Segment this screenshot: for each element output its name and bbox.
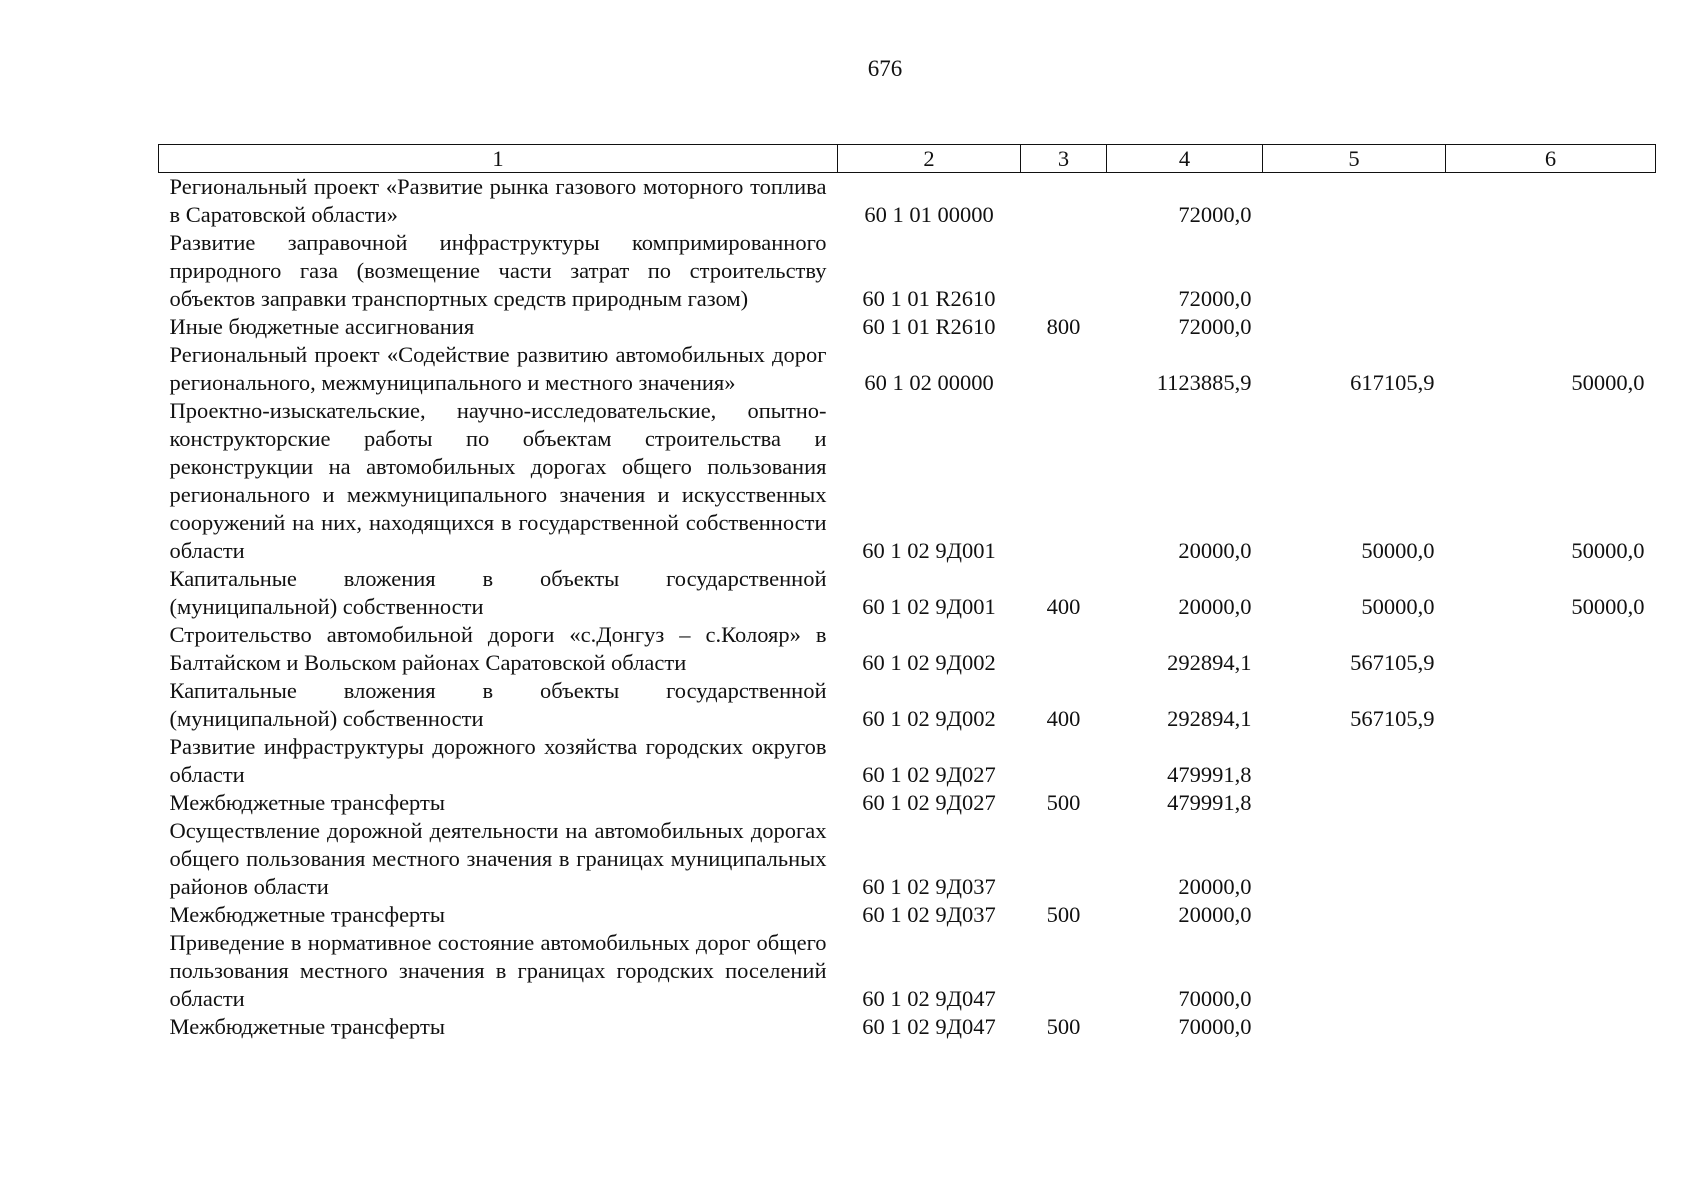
column-header-4: 4 [1107,145,1263,173]
row-code: 60 1 01 R2610 [862,314,996,339]
row-value-4: 20000,0 [1178,594,1252,619]
row-kind: 800 [1046,314,1081,339]
row-value-4: 72000,0 [1178,314,1252,339]
row-code: 60 1 02 00000 [864,370,994,395]
row-value-5: 50000,0 [1361,594,1435,619]
table-header [159,145,1656,173]
table-row [159,817,1656,901]
row-name: Осуществление дорожной деятельности на автомобильных дорогах общего пользования местного значения в границах муниципальных районов области [169,818,827,899]
page-number: 676 [867,56,903,81]
column-header-5: 5 [1263,145,1446,173]
row-name: Проектно-изыскательские, научно-исследовательские, опытно-конструкторские работы по объектам строительства и реконструкции на автомобильных дорогах общего пользования регионального и межмуниципального значения и искусственных сооружений на них, находящихся в государственной собственности области [169,398,827,563]
row-kind [1021,229,1107,313]
table-row [159,677,1656,733]
row-value-6 [1446,621,1656,677]
row-kind: 500 [1046,790,1081,815]
row-code: 60 1 02 9Д001 [862,538,996,563]
row-name: Региональный проект «Развитие рынка газового моторного топлива в Саратовской области» [169,174,827,227]
row-value-5 [1263,1013,1446,1041]
table-row [159,229,1656,313]
row-code: 60 1 02 9Д027 [862,762,996,787]
row-value-5 [1263,817,1446,901]
row-value-6 [1446,733,1656,789]
row-value-4: 479991,8 [1167,762,1252,787]
row-value-5: 50000,0 [1361,538,1435,563]
row-kind [1021,621,1107,677]
row-code: 60 1 02 9Д027 [862,790,996,815]
row-value-4: 20000,0 [1178,874,1252,899]
row-value-5: 567105,9 [1350,706,1435,731]
row-name: Развитие инфраструктуры дорожного хозяйства городских округов области [169,734,827,787]
row-code: 60 1 02 9Д037 [862,874,996,899]
row-name: Межбюджетные трансферты [169,1014,445,1039]
row-kind: 500 [1046,902,1081,927]
table-row [159,901,1656,929]
row-code: 60 1 02 9Д037 [862,902,996,927]
row-name: Строительство автомобильной дороги «с.Донгуз – с.Колояр» в Балтайском и Вольском районах Саратовской области [169,622,827,675]
row-code: 60 1 02 9Д001 [862,594,996,619]
row-value-5 [1263,229,1446,313]
row-value-6 [1446,817,1656,901]
table-row [159,173,1656,230]
row-name: Приведение в нормативное состояние автомобильных дорог общего пользования местного значения в границах городских поселений области [169,930,827,1011]
row-code: 60 1 02 9Д002 [862,706,996,731]
row-value-4: 70000,0 [1178,986,1252,1011]
row-name: Межбюджетные трансферты [169,790,445,815]
row-value-4: 479991,8 [1167,790,1252,815]
header-row [159,145,1656,173]
row-value-5: 567105,9 [1350,650,1435,675]
row-code: 60 1 02 9Д002 [862,650,996,675]
row-value-4: 20000,0 [1178,538,1252,563]
row-value-6 [1446,901,1656,929]
row-value-5 [1263,929,1446,1013]
row-kind [1021,929,1107,1013]
table-row [159,929,1656,1013]
row-kind [1021,733,1107,789]
row-value-6: 50000,0 [1571,594,1645,619]
row-code: 60 1 02 9Д047 [862,1014,996,1039]
row-value-4: 292894,1 [1167,706,1252,731]
row-value-6 [1446,677,1656,733]
column-header-3: 3 [1021,145,1107,173]
column-header-1: 1 [159,145,838,173]
row-name: Межбюджетные трансферты [169,902,445,927]
table-row [159,621,1656,677]
row-kind [1021,397,1107,565]
row-kind: 400 [1046,594,1081,619]
row-value-4: 72000,0 [1178,202,1252,227]
row-value-4: 70000,0 [1178,1014,1252,1039]
row-kind: 400 [1046,706,1081,731]
column-header-2: 2 [838,145,1021,173]
row-value-6: 50000,0 [1571,538,1645,563]
row-value-4: 20000,0 [1178,902,1252,927]
row-value-5 [1263,173,1446,230]
row-value-6 [1446,313,1656,341]
budget-table [158,144,1656,1041]
row-name: Капитальные вложения в объекты государственной (муниципальной) собственности [169,566,827,619]
row-name: Капитальные вложения в объекты государственной (муниципальной) собственности [169,678,827,731]
row-code: 60 1 01 R2610 [862,286,996,311]
row-code: 60 1 01 00000 [864,202,994,227]
table-row [159,789,1656,817]
column-header-6: 6 [1446,145,1656,173]
table-row [159,341,1656,397]
row-value-5: 617105,9 [1350,370,1435,395]
table-row [159,733,1656,789]
row-value-6 [1446,173,1656,230]
table-row [159,313,1656,341]
row-value-6 [1446,229,1656,313]
row-value-6 [1446,929,1656,1013]
row-kind [1021,817,1107,901]
row-value-6 [1446,789,1656,817]
row-name: Региональный проект «Содействие развитию автомобильных дорог регионального, межмуниципального и местного значения» [169,342,827,395]
table-row [159,397,1656,565]
table-row [159,1013,1656,1041]
row-value-6 [1446,1013,1656,1041]
row-value-4: 72000,0 [1178,286,1252,311]
row-value-5 [1263,733,1446,789]
table-body [159,173,1656,1042]
row-name: Развитие заправочной инфраструктуры компримированного природного газа (возмещение части затрат по строительству объектов заправки транспортных средств природным газом) [169,230,827,311]
row-value-6: 50000,0 [1571,370,1645,395]
row-kind: 500 [1046,1014,1081,1039]
row-kind [1021,173,1107,230]
row-value-4: 292894,1 [1167,650,1252,675]
table-row [159,565,1656,621]
row-kind [1021,341,1107,397]
row-value-5 [1263,313,1446,341]
row-name: Иные бюджетные ассигнования [169,314,475,339]
row-code: 60 1 02 9Д047 [862,986,996,1011]
row-value-5 [1263,901,1446,929]
row-value-4: 1123885,9 [1156,370,1252,395]
row-value-5 [1263,789,1446,817]
